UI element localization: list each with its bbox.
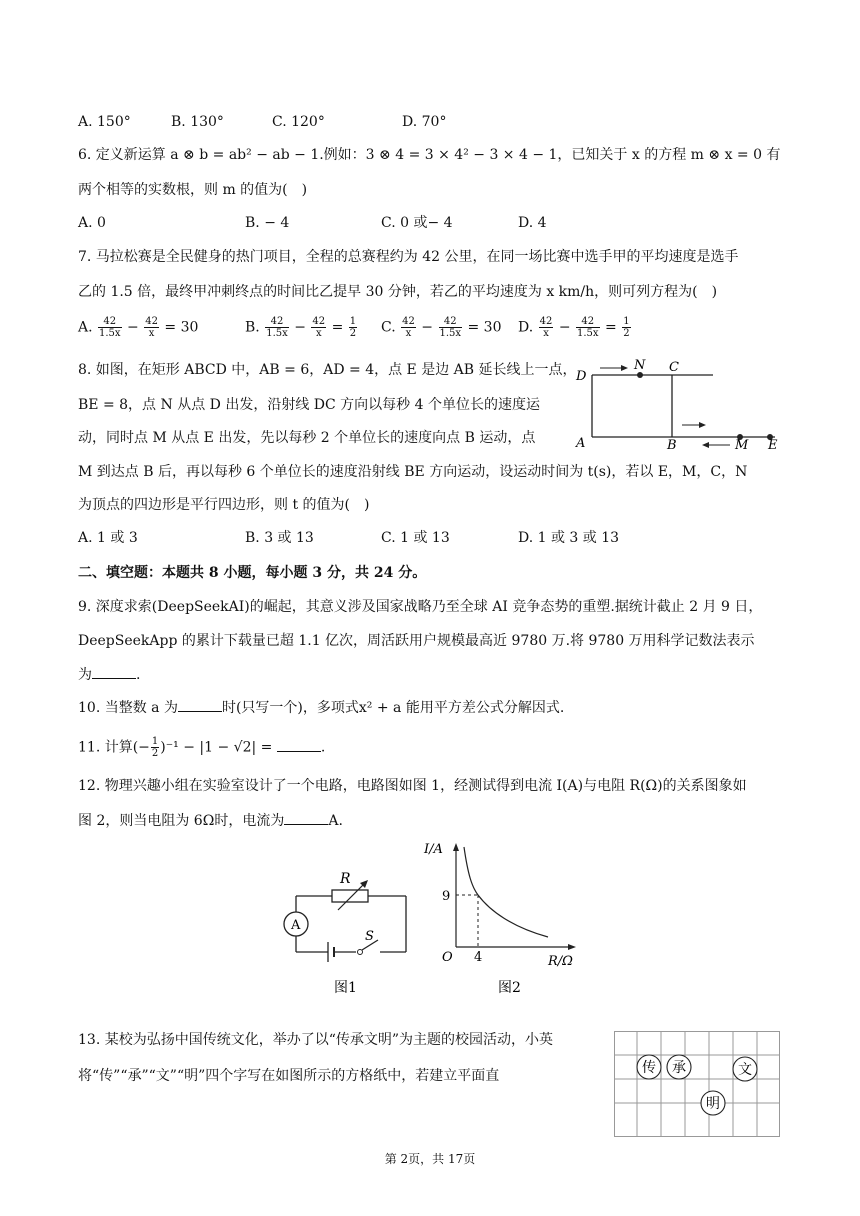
- q6-option-c: C. 0 或− 4: [381, 215, 453, 231]
- q6-option-d: D. 4: [518, 215, 547, 231]
- q6-text-line2: 两个相等的实数根，则 m 的值为( ): [78, 182, 308, 198]
- q11-text: 11. 计算(− $\frac{1}{2}$ )⁻¹ − |1 − √2| = .: [78, 736, 326, 759]
- q12-text-line2: 图 2，则当电阻为 6Ω时，电流为 A.: [78, 810, 343, 831]
- q13-grid-figure: [614, 1031, 780, 1137]
- q6-text-line1: 6. 定义新运算 a ⊗ b = ab² − ab − 1.例如：3 ⊗ 4 = 3 × 4² − 3 × 4 − 1，已知关于 x 的方程 m ⊗ x = 0 有: [78, 147, 781, 163]
- q9-text-line1: 9. 深度求索(DeepSeekAI)的崛起，其意义涉及国家战略乃至全球 AI 竞争态势的重塑.据统计截止 2 月 9 日，: [78, 599, 763, 615]
- q5-option-d: D. 70°: [402, 114, 447, 130]
- fig8-label-c: C: [669, 360, 679, 375]
- resistor-label: R: [340, 871, 351, 887]
- answer-blank: [277, 737, 321, 752]
- q7-text-line2: 乙的 1.5 倍，最终甲冲刺终点的时间比乙提早 30 分钟，若乙的平均速度为 x km/h，则可列方程为( ): [78, 284, 718, 300]
- char-wen: 文: [738, 1062, 752, 1078]
- fig8-label-m: M: [735, 438, 749, 450]
- graph-ytick: 9: [442, 889, 451, 904]
- q6-option-a: A. 0: [78, 215, 106, 231]
- answer-blank: [284, 810, 328, 825]
- q5-option-b: B. 130°: [171, 114, 224, 130]
- q8-rectangle-figure: [570, 355, 785, 450]
- q12-graph-figure: [420, 835, 595, 1000]
- q13-text-line1: 13. 某校为弘扬中国传统文化，举办了以“传承文明”为主题的校园活动，小英: [78, 1032, 554, 1048]
- q8-option-c: C. 1 或 13: [381, 530, 450, 546]
- answer-blank: [178, 697, 222, 712]
- q13-text-line2: 将“传”“承”“文”“明”四个字写在如图所示的方格纸中，若建立平面直: [78, 1068, 500, 1084]
- switch-label: S: [365, 929, 374, 944]
- q9-text-line3: 为 .: [78, 664, 140, 685]
- q9-text-line2: DeepSeekApp 的累计下载量已超 1.1 亿次，周活跃用户规模最高近 9780 万.将 9780 万用科学记数法表示: [78, 633, 755, 649]
- graph-ylabel: I/A: [424, 842, 443, 857]
- q8-text-line3: 动，同时点 M 从点 E 出发，先以每秒 2 个单位长的速度向点 B 运动，点: [78, 430, 536, 446]
- char-chuan: 传: [642, 1060, 656, 1076]
- q8-text-line1: 8. 如图，在矩形 ABCD 中，AB = 6，AD = 4，点 E 是边 AB 延长线上一点，: [78, 362, 577, 378]
- figure1-caption: 图1: [334, 980, 357, 996]
- q8-text-line4: M 到达点 B 后，再以每秒 6 个单位长的速度沿射线 BE 方向运动，设运动时间为 t(s)，若以 E，M，C，N: [78, 464, 748, 480]
- section-heading: 二、填空题：本题共 8 小题，每小题 3 分，共 24 分。: [78, 565, 427, 581]
- char-ming: 明: [706, 1096, 720, 1112]
- graph-origin: O: [442, 950, 453, 965]
- q12-text-line1: 12. 物理兴趣小组在实验室设计了一个电路，电路图如图 1，经测试得到电流 I(A)与电阻 R(Ω)的关系图象如: [78, 778, 747, 794]
- graph-xlabel: R/Ω: [548, 954, 573, 969]
- fig8-label-d: D: [576, 369, 587, 384]
- char-cheng: 承: [672, 1060, 686, 1076]
- q7-text-line1: 7. 马拉松赛是全民健身的热门项目，全程的总赛程约为 42 公里，在同一场比赛中选手甲的平均速度是选手: [78, 249, 739, 265]
- q8-option-d: D. 1 或 3 或 13: [518, 530, 620, 546]
- q7-option-c: C. $\frac{42}{x}$ − $\frac{42}{1.5x}$ = 30: [381, 316, 502, 339]
- q8-text-line2: BE = 8，点 N 从点 D 出发，沿射线 DC 方向以每秒 4 个单位长的速度运: [78, 397, 540, 413]
- ammeter-label: A: [291, 918, 301, 933]
- q5-option-a: A. 150°: [78, 114, 131, 130]
- fig8-label-a: A: [576, 436, 586, 450]
- figure2-caption: 图2: [498, 980, 521, 996]
- q6-option-b: B. − 4: [245, 215, 290, 231]
- answer-blank: [92, 664, 136, 679]
- graph-xtick: 4: [474, 950, 483, 965]
- q8-option-a: A. 1 或 3: [78, 530, 138, 546]
- q5-option-c: C. 120°: [272, 114, 325, 130]
- q7-option-d: D. $\frac{42}{x}$ − $\frac{42}{1.5x}$ = $\frac{1}{2}$: [518, 316, 630, 339]
- fig8-label-n: N: [634, 358, 646, 373]
- q12-circuit-figure: [276, 860, 416, 1000]
- fig8-label-b: B: [667, 438, 677, 450]
- q7-option-b: B. $\frac{42}{1.5x}$ − $\frac{42}{x}$ = $\frac{1}{2}$: [245, 316, 357, 339]
- q7-option-a: A. $\frac{42}{1.5x}$ − $\frac{42}{x}$ = 30: [78, 316, 199, 339]
- q10-text: 10. 当整数 a 为 时(只写一个)，多项式x² + a 能用平方差公式分解因式.: [78, 697, 564, 718]
- q8-text-line5: 为顶点的四边形是平行四边形，则 t 的值为( ): [78, 497, 370, 513]
- page-footer: 第 2页，共 17页: [384, 1152, 476, 1166]
- fig8-label-e: E: [768, 438, 778, 450]
- q8-option-b: B. 3 或 13: [245, 530, 314, 546]
